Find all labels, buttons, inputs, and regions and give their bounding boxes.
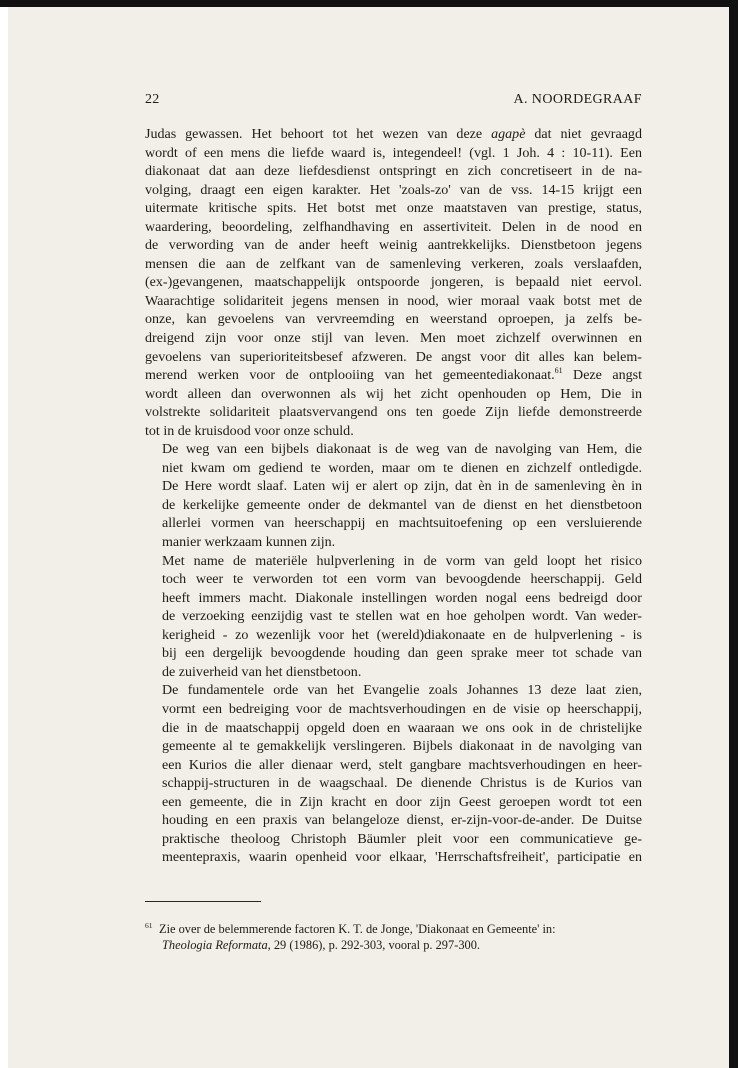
footnote-text-2: 29 (1986), p. 292-303, vooral p. 297-300. [270, 937, 481, 952]
text-line: onze, kan gevoelens van vervreemding en weerstand oproepen, ja zelfs be- [145, 311, 642, 328]
paragraph-2 [145, 440, 642, 551]
text-line: uitermate kritische spits. Het botst met onze maatstaven van prestige, status, [145, 200, 642, 217]
text-line: die in de maatschappij opgeld doen en waaraan we ons ook in de christelijke [162, 719, 642, 736]
page-header [145, 92, 642, 112]
text-line: tot in de kruisdood voor onze schuld. [145, 422, 354, 439]
text-line: De fundamentele orde van het Evangelie zoals Johannes 13 deze laat zien, [162, 682, 642, 699]
text-line: mensen die aan de zelfkant van de samenleving verkeren, zoals verslaafden, [145, 255, 642, 272]
text-line: schappij-structuren in de waagschaal. De dienende Christus is de Kurios van [162, 775, 642, 792]
text-line: bij een dergelijk bevoogdende houding dan geen sprake meer tot schade van [162, 645, 642, 662]
text-line: manier werkzaam kunnen zijn. [162, 534, 336, 551]
text-line: volging, draagt een eigen karakter. Het 'zoals-zo' van de vss. 14-15 krijgt een [145, 181, 642, 198]
footnote-line-2 [145, 938, 642, 954]
text-line: een Kurios die aller dienaar werd, stelt gangbare machtsverhoudingen en heer- [162, 756, 642, 773]
text-line: de zuiverheid van het dienstbetoon. [162, 663, 362, 680]
text-line: toch weer te verworden tot een vorm van bevoogdende heerschappij. Geld [162, 571, 642, 588]
text-line: niet kwam om gediend te worden, maar om te dienen en zichzelf ontledigde. [162, 459, 642, 476]
footnote-line-1: 61 Zie over de belemmerende factoren K. T. de Jonge, 'Diakonaat en Gemeente' in: [145, 921, 556, 936]
text-line: wordt of een mens die liefde waard is, integendeel! (vgl. 1 Joh. 4 : 10-11). Een [145, 144, 642, 161]
text-line: merend werken voor de ontplooiing van het gemeentediakonaat.$^{61}$ Deze angst [145, 366, 642, 384]
text-line: de verwording van de ander heeft weinig aantrekkelijks. Dienstbetoon jegens [145, 237, 642, 254]
text-line: wordt alleen dan overwonnen als wij het zicht openhouden op Hem, Die in [145, 385, 642, 402]
text-line: dreigend zijn voor onze stijl van leven. Men moet zichzelf overwinnen en [145, 330, 642, 347]
scan-border-right [729, 0, 738, 1068]
paragraph-1 [145, 125, 642, 440]
text-line: een gemeente, die in Zijn kracht en door zijn Geest geroepen wordt tot een [162, 793, 642, 810]
body-text [145, 125, 642, 867]
text-line: waardering, beoordeling, zelfhandhaving en assertiviteit. Delen in de nood en [145, 218, 642, 235]
footnote-reference[interactable]: 61 [554, 366, 563, 376]
footnote-text-1: Zie over de belemmerende factoren K. T. de Jonge, 'Diakonaat en Gemeente' in: [159, 922, 556, 936]
text-line: allerlei vormen van heerschappij en machtsuitoefening op een versluierende [162, 515, 642, 532]
footnote-rule [145, 901, 261, 902]
text-line: praktische theoloog Christoph Bäumler pleit voor een communicatieve ge- [162, 830, 642, 847]
scan-border-top [0, 0, 738, 7]
text-line: kerigheid - zo wezenlijk voor het (wereld)diakonaate en de hulpverlening - is [162, 626, 642, 643]
text-line: de kerkelijke gemeente onder de dekmantel van de dienst en het dienstbetoon [162, 496, 642, 513]
text-line: De Here wordt slaaf. Laten wij er alert op zijn, dat èn in de samenleving èn in [162, 478, 642, 495]
page-number: 22 [145, 92, 160, 107]
text-line: gevoelens van superioriteitsbesef afzweren. De angst voor dit alles kan belem- [145, 348, 642, 365]
text-line: (ex-)gevangenen, maatschappelijk ontspoorde jongeren, is bepaald niet eervol. [145, 274, 642, 291]
text-line: meentepraxis, waarin openheid voor elkaar, 'Herrschaftsfreiheit', participatie en [162, 849, 642, 866]
text-line: diakonaat dat aan deze liefdesdienst ontspringt en zich concretiseert in de na- [145, 163, 642, 180]
text-line: heeft immers macht. Diakonale instellingen worden nogal eens bedreigd door [162, 589, 642, 606]
italic-term: agapè [491, 126, 526, 142]
text-line: volstrekte solidariteit plaatsvervangend ons ten goede Zijn liefde demonstreerde [145, 404, 642, 421]
text-line: gemeente al te gemakkelijk verslingeren. Bijbels diakonaat in de navolging van [162, 738, 642, 755]
text-line: De weg van een bijbels diakonaat is de weg van de navolging van Hem, die [162, 441, 642, 458]
footnote [145, 922, 642, 953]
text-line: houding en een praxis van belangeloze dienst, er-zijn-voor-de-ander. De Duitse [162, 812, 642, 829]
footnote-journal-title: Theologia Reformata, [162, 937, 271, 952]
text-line: Waarachtige solidariteit jegens mensen in nood, wier moraal vaak botst met de [145, 292, 642, 309]
text-line: de verzoeking eenzijdig vast te stellen wat en hoe geholpen wordt. Van weder- [162, 608, 642, 625]
text-line: Met name de materiële hulpverlening in de vorm van geld loopt het risico [162, 552, 642, 569]
text-line: vormt een bedreiging voor de machtsverhoudingen en de visie op heerschappij, [162, 700, 642, 717]
paragraph-4 [145, 681, 642, 866]
running-head: A. NOORDEGRAAF [513, 92, 642, 107]
paragraph-3 [145, 552, 642, 682]
text-line: Judas gewassen. Het behoort tot het wezen van deze agapè dat niet gevraagd [145, 126, 642, 142]
